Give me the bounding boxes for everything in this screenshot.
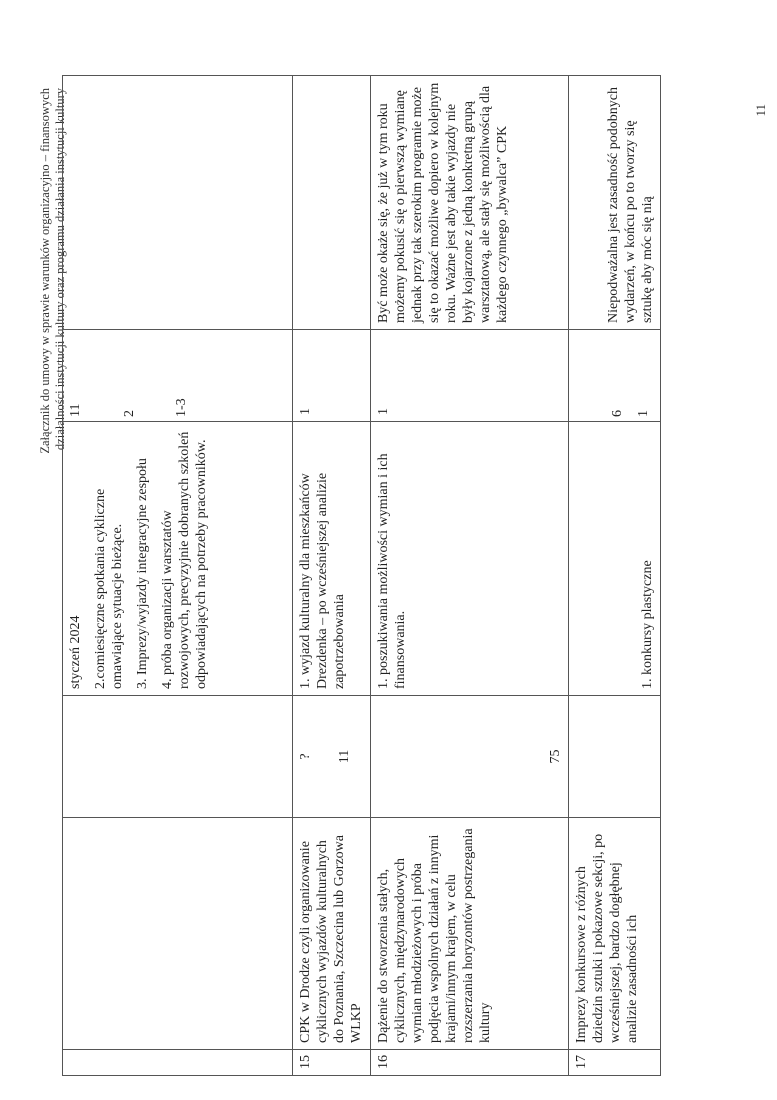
row-number [63, 1050, 293, 1076]
task-cell [63, 818, 293, 1050]
task-cell: Imprezy konkursowe z różnych dziedzin sztuki i pokazowe sekcji, po wcześniejszej, bardzo dogłębnej analizie zasadności ich [569, 818, 661, 1050]
activity-line: 4. próba organizacji warsztatów rozwojowych, precyzyjnie dobranych szkoleń odpowiadających na potrzeby pracowników. [160, 431, 209, 689]
remarks-cell [293, 76, 371, 330]
activities-cell [63, 422, 293, 696]
header-line-2: działalności instytucji kultury oraz programu działania instytucji kultury [53, 88, 67, 451]
table-row [63, 76, 293, 1076]
activity-line: styczeń 2024 [68, 615, 83, 689]
remarks-cell [63, 76, 293, 330]
activity-line: 2.comiesięczne spotkania cykliczne omawiające sytuacje bieżące. [93, 488, 125, 689]
number-value: 11 [68, 403, 83, 417]
remarks-cell: Niepodważalna jest zasadność podobnych wydarzeń, w końcu po to tworzy się sztukę aby móc się nią [569, 76, 661, 330]
count-cell: 75 [371, 696, 569, 818]
numbers-cell [63, 330, 293, 422]
header-line-1: Załącznik do umowy w sprawie warunków organizacyjno – finansowych [38, 88, 52, 454]
number-cell: 1 [293, 330, 371, 422]
number-cell: 1 [371, 330, 569, 422]
count-cell [569, 696, 661, 818]
page-number: 11 [753, 104, 768, 117]
number-value: 1 [636, 410, 651, 417]
task-cell: Dążenie do stworzenia stałych, cyklicznych, międzynarodowych wymian młodzieżowych i próba podjęcia wspólnych działań z innymi krajami/innym krajem, w celu rozszerzania horyzontów postrzegania kultury [371, 818, 569, 1050]
number-value: 1-3 [174, 398, 189, 417]
table-row [569, 76, 661, 1076]
row-number: 15 [293, 1050, 371, 1076]
count-value: 11 [337, 749, 352, 764]
activity-cell: 1. wyjazd kulturalny dla mieszkańców Drezdenka – po wcześniejszej analizie zapotrzebowania [293, 422, 371, 696]
number-value: 2 [122, 410, 137, 417]
count-cell [63, 696, 293, 818]
remarks-cell: Być może okaże się, że już w tym roku możemy pokusić się o pierwszą wymianę jednak przy tak szerokim programie może się to okazać możliwe dopiero w kolejnym roku. Ważne jest aby takie wyjazdy nie były kojarzone z jedną konkretną grupą warsztatową, ale stały się możliwością dla każdego czynnego „bywalca” CPK [371, 76, 569, 330]
count-value: ? [298, 753, 313, 760]
count-cell [293, 696, 371, 818]
table-row [371, 76, 569, 1076]
numbers-cell [569, 330, 661, 422]
program-table [62, 75, 661, 1076]
activity-cell: 1. poszukiwania możliwości wymian i ich finansowania. [371, 422, 569, 696]
row-number: 16 [371, 1050, 569, 1076]
table-row [293, 76, 371, 1076]
activity-line: 3. Imprezy/wyjazdy integracyjne zespołu [135, 458, 150, 689]
number-value: 6 [610, 410, 625, 417]
task-cell: CPK w Drodze czyli organizowanie cyklicznych wyjazdów kulturalnych do Poznania, Szczecina lub Gorzowa WLKP [293, 818, 371, 1050]
row-number: 17 [569, 1050, 661, 1076]
activity-cell: 1. konkursy plastyczne [569, 422, 661, 696]
